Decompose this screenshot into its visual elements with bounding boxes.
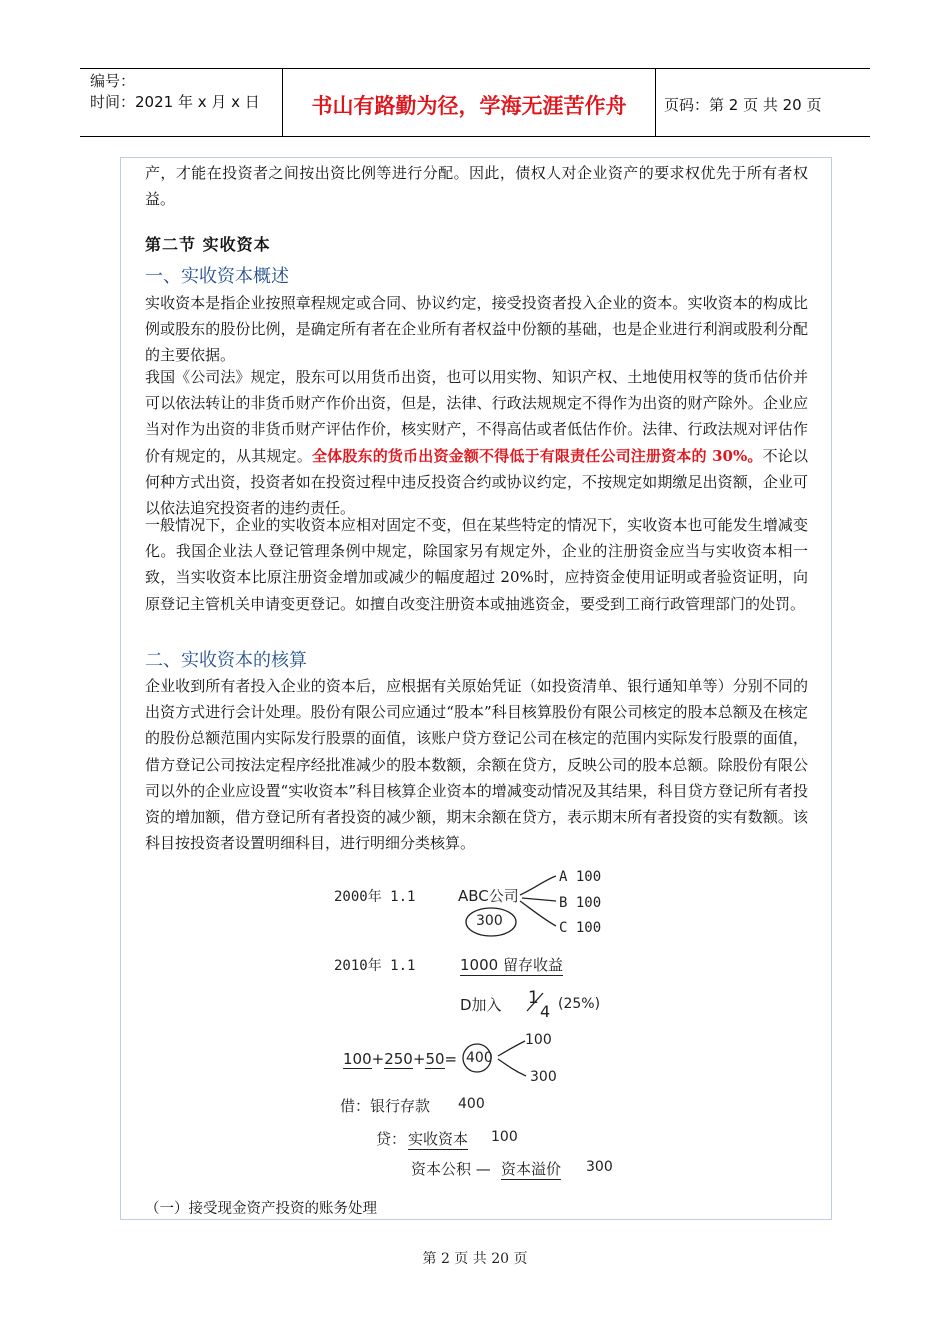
paragraph-definition: 实收资本是指企业按照章程规定或合同、协议约定，接受投资者投入企业的资本。实收资本的构成比例或股东的股份比例，是确定所有者在企业所有者权益中份额的基础，也是企业进行利润或股利分配的主要依据。 (145, 294, 808, 365)
diagram-a: A 100 (559, 869, 602, 885)
header-page-number: 页码：第 2 页 共 20 页 (664, 96, 822, 114)
header-motto: 书山有路勤为径，学海无涯苦作舟 (311, 94, 627, 118)
diagram-reserve-amount: 300 (586, 1159, 613, 1175)
diagram-pct: (25%) (558, 996, 601, 1012)
diagram-reserve-account: 资本溢价 (501, 1160, 562, 1178)
branch-line-a (520, 876, 556, 895)
sum-equals: = (444, 1050, 458, 1068)
diagram-branch-up: 100 (525, 1032, 552, 1048)
sum-250: 250 (384, 1050, 413, 1068)
diagram-debit-amount: 400 (458, 1096, 485, 1112)
sum-plus-1: + (371, 1050, 385, 1068)
paragraph-cash-investment: （一）接受现金资产投资的账务处理 (145, 1201, 377, 1217)
circle-300 (466, 908, 516, 936)
diagram-circled-400: 400 (466, 1050, 493, 1066)
section-title: 第二节 实收资本 (145, 235, 271, 254)
paragraph-accounting: 企业收到所有者投入企业的资本后，应根据有关原始凭证（如投资清单、银行通知单等）分别不同的出资方式进行会计处理。股份有限公司应通过“股本”科目核算股份有限公司核定的股本总额及在核定的股份总额范围内实际发行股票的面值，该账户贷方登记公司在核定的范围内实际发行股票的面值，借方登记公司按法定程序经批准减少的股本数额，余额在贷方，反映公司的股本总额。除股份有限公司以外的企业应设置“实收资本”科目核算企业资本的增减变动情况及其结果，科目贷方登记所有者投资的增加额，借方登记所有者投资的减少额，期末余额在贷方，表示期末所有者投资的实有数额。该科目按投资者设置明细科目，进行明细分类核算。 (145, 677, 808, 853)
diagram-credit-label: 贷： (376, 1130, 407, 1148)
diagram-reserve-label: 资本公积 — (411, 1160, 491, 1178)
diagram-frac-num: 1 (528, 988, 539, 1008)
diagram-date-2000: 2000年 1.1 (334, 889, 416, 905)
company-law-text-a: 我国《公司法》规定，股东可以用货币出资，也可以用实物、知识产权、土地使用权等的货币估价并可以依法转让的非货币财产作价出资，但是，法律、行政法规规定不得作为出资的财产除外。企业应当对作为出资的非货币财产评估作价，核实财产，不得高估或者低估作价。法律、行政法规对评估作价有规定的，从其规定。 (145, 368, 808, 465)
diagram-branch-down: 300 (530, 1069, 557, 1085)
diagram-d-join: D加入 (460, 996, 502, 1014)
diagram-frac-den: 4 (540, 1002, 551, 1021)
branch-line-c (520, 901, 556, 926)
diagram-b: B 100 (559, 895, 602, 911)
intro-paragraph: 产，才能在投资者之间按出资比例等进行分配。因此，债权人对企业资产的要求权优先于所有者权益。 (145, 164, 808, 209)
diagram-circled-300: 300 (476, 913, 503, 929)
subheading-overview: 一、实收资本概述 (145, 266, 289, 287)
header-number: 编号： (90, 72, 136, 90)
branch-line-up (498, 1041, 525, 1056)
diagram-retained: 1000 留存收益 (460, 956, 563, 974)
diagram-c: C 100 (559, 920, 602, 936)
page-footer: 第 2 页 共 20 页 (422, 1251, 528, 1267)
header-time: 时间：2021 年 x 月 x 日 (90, 93, 260, 111)
diagram-credit-account: 实收资本 (408, 1130, 469, 1148)
diagram-company: ABC公司 (458, 887, 519, 905)
paragraph-changes: 一般情况下，企业的实收资本应相对固定不变，但在某些特定的情况下，实收资本也可能发生增减变化。我国企业法人登记管理条例中规定，除国家另有规定外，企业的注册资金应当与实收资本相一致，当实收资本比原注册资金增加或减少的幅度超过 20%时，应持资金使用证明或者验资证明，向原登记主管机关申请变更登记。如擅自改变注册资本或抽逃资金，要受到工商行政管理部门的处罚。 (145, 516, 808, 613)
diagram-date-2010: 2010年 1.1 (334, 958, 416, 974)
highlight-rule: 全体股东的货币出资金额不得低于有限责任公司注册资本的 30%。 (312, 446, 763, 465)
circle-400 (463, 1044, 491, 1072)
diagram-debit-label: 借：银行存款 (340, 1097, 431, 1115)
sum-50: 50 (425, 1050, 445, 1068)
diagram-credit-amount: 100 (491, 1129, 518, 1145)
fraction-slash (527, 993, 543, 1011)
subheading-accounting: 二、实收资本的核算 (145, 650, 307, 671)
branch-line-b (522, 898, 556, 901)
company-law-text-b: 不论以何种方式出资，投资者如在投资过程中违反投资合约或协议约定，不按规定如期缴足出资额，企业可以依法追究投资者的违约责任。 (145, 446, 808, 518)
sum-plus-2: + (412, 1050, 426, 1068)
branch-line-down (498, 1059, 526, 1076)
sum-100: 100 (343, 1050, 372, 1068)
